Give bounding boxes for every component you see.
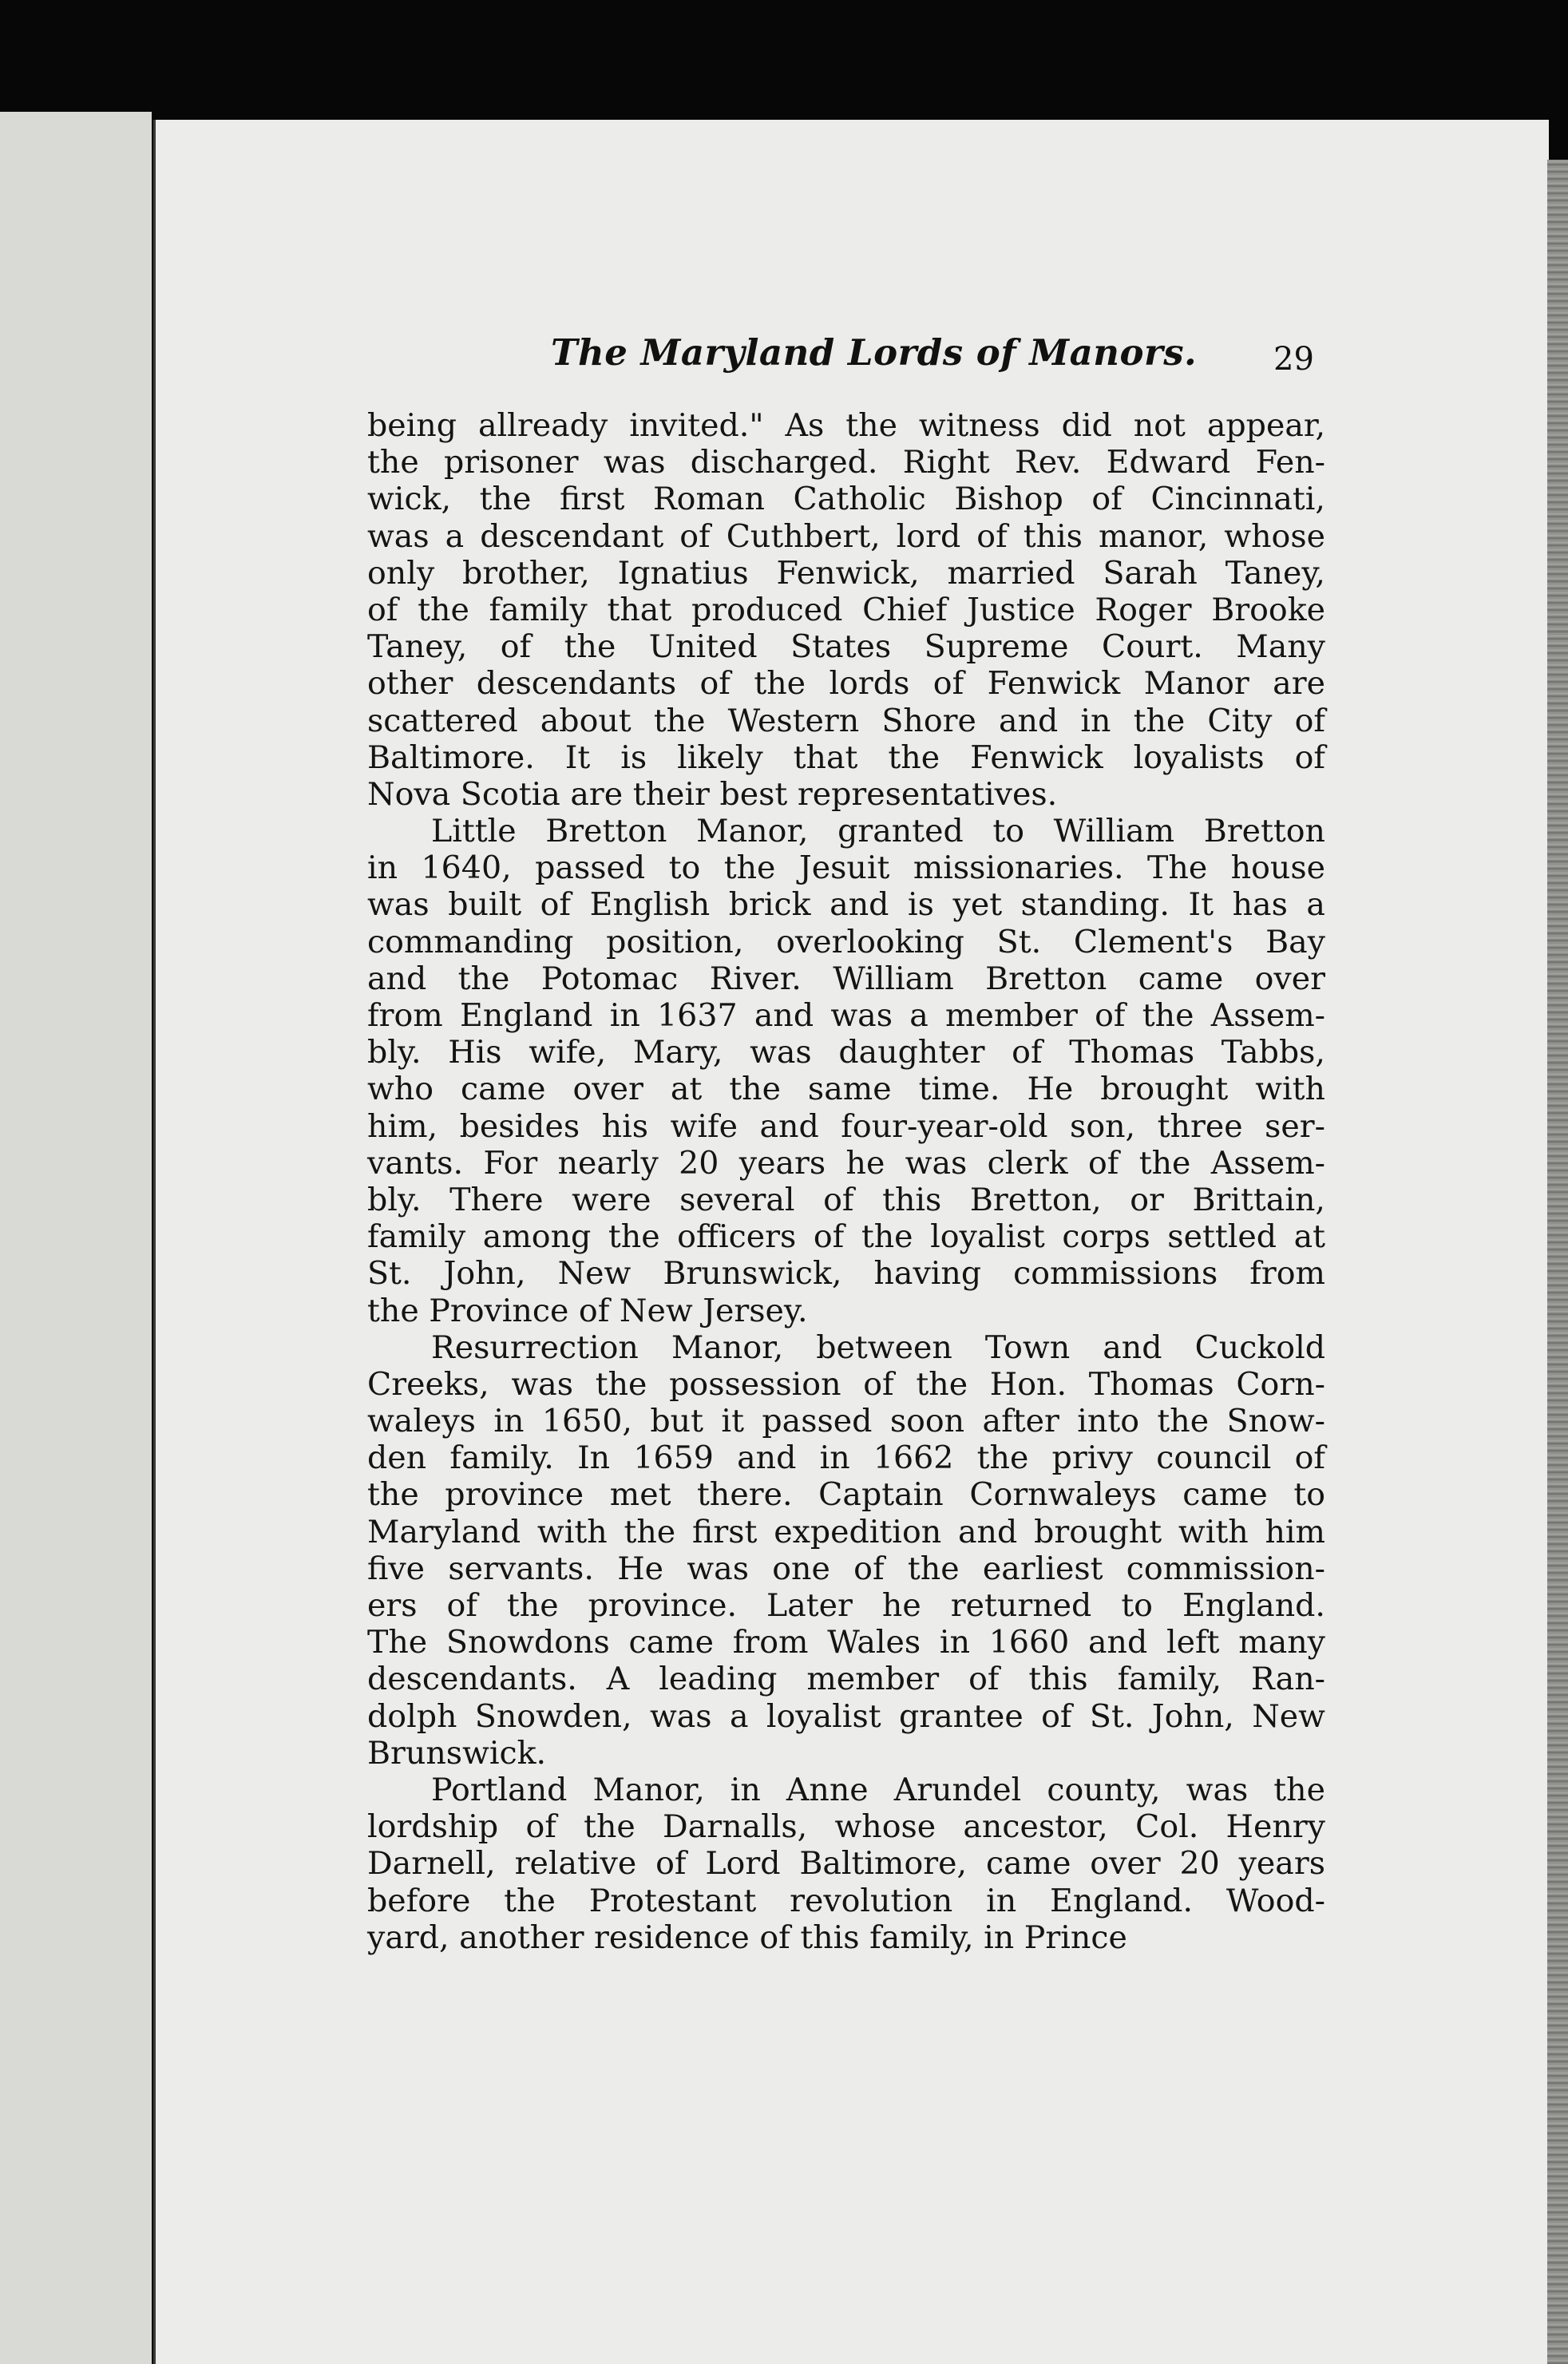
text-line: five servants. He was one of the earliest commission- (367, 1550, 1325, 1587)
text-line: Resurrection Manor, between Town and Cuckold (431, 1329, 1325, 1366)
text-line: bly. There were several of this Bretton, or Brittain, (367, 1181, 1325, 1218)
text-line: Nova Scotia are their best representatives. (367, 775, 1058, 813)
text-line: the prisoner was discharged. Right Rev. Edward Fen- (367, 444, 1325, 481)
paragraph (367, 407, 1325, 813)
text-line: bly. His wife, Mary, was daughter of Thomas Tabbs, (367, 1034, 1325, 1071)
text-line: was built of English brick and is yet standing. It has a (367, 886, 1325, 924)
running-head: The Maryland Lords of Manors. (551, 331, 1198, 374)
text-line: other descendants of the lords of Fenwick Manor are (367, 665, 1325, 703)
body-text (367, 407, 1325, 1956)
text-line: before the Protestant revolution in England. Wood- (367, 1882, 1325, 1919)
text-line: Little Bretton Manor, granted to William Bretton (431, 813, 1325, 850)
text-line: descendants. A leading member of this family, Ran- (367, 1661, 1325, 1698)
paragraph (367, 1772, 1325, 1956)
text-line: Brunswick. (367, 1734, 547, 1772)
text-line: the Province of New Jersey. (367, 1292, 808, 1329)
page-header (551, 331, 1349, 387)
text-line: him, besides his wife and four-year-old son, three ser- (367, 1107, 1325, 1145)
page-stack-edge (1547, 160, 1568, 2364)
text-line: dolph Snowden, was a loyalist grantee of St. John, New (367, 1697, 1325, 1735)
text-line: waleys in 1650, but it passed soon after into the Snow- (367, 1403, 1325, 1440)
page-number: 29 (1273, 341, 1314, 378)
text-line: the province met there. Captain Cornwaleys came to (367, 1476, 1325, 1514)
text-line: who came over at the same time. He brought with (367, 1071, 1325, 1108)
text-line: Maryland with the first expedition and brought with him (367, 1513, 1325, 1550)
text-line: of the family that produced Chief Justice Roger Brooke (367, 591, 1325, 628)
text-line: family among the officers of the loyalist corps settled at (367, 1218, 1325, 1256)
text-line: was a descendant of Cuthbert, lord of this manor, whose (367, 517, 1325, 555)
text-line: in 1640, passed to the Jesuit missionaries. The house (367, 849, 1325, 887)
text-line: and the Potomac River. William Bretton came over (367, 960, 1325, 997)
text-line: scattered about the Western Shore and in the City of (367, 702, 1325, 739)
text-line: only brother, Ignatius Fenwick, married Sarah Taney, (367, 554, 1325, 592)
text-line: The Snowdons came from Wales in 1660 and left many (367, 1624, 1325, 1661)
text-line: wick, the first Roman Catholic Bishop of Cincinnati, (367, 481, 1325, 518)
text-line: vants. For nearly 20 years he was clerk of the Assem- (367, 1144, 1325, 1182)
text-line: from England in 1637 and was a member of the Assem- (367, 997, 1325, 1034)
facing-page-edge (0, 112, 152, 2364)
text-line: Darnell, relative of Lord Baltimore, came over 20 years (367, 1845, 1325, 1883)
paragraph (367, 1329, 1325, 1772)
text-line: lordship of the Darnalls, whose ancestor, Col. Henry (367, 1808, 1325, 1846)
text-line: Creeks, was the possession of the Hon. Thomas Corn- (367, 1365, 1325, 1403)
text-line: yard, another residence of this family, in Prince (367, 1919, 1127, 1956)
text-line: St. John, New Brunswick, having commissions from (367, 1255, 1325, 1293)
text-line: Portland Manor, in Anne Arundel county, was the (431, 1771, 1325, 1808)
text-line: commanding position, overlooking St. Clement's Bay (367, 923, 1325, 960)
paragraph (367, 813, 1325, 1329)
text-line: Taney, of the United States Supreme Court. Many (367, 628, 1325, 666)
text-line: ers of the province. Later he returned to England. (367, 1587, 1325, 1624)
text-line: den family. In 1659 and in 1662 the privy council of (367, 1439, 1325, 1477)
text-line: Baltimore. It is likely that the Fenwick loyalists of (367, 739, 1325, 776)
text-line: being allready invited." As the witness did not appear, (367, 407, 1325, 444)
